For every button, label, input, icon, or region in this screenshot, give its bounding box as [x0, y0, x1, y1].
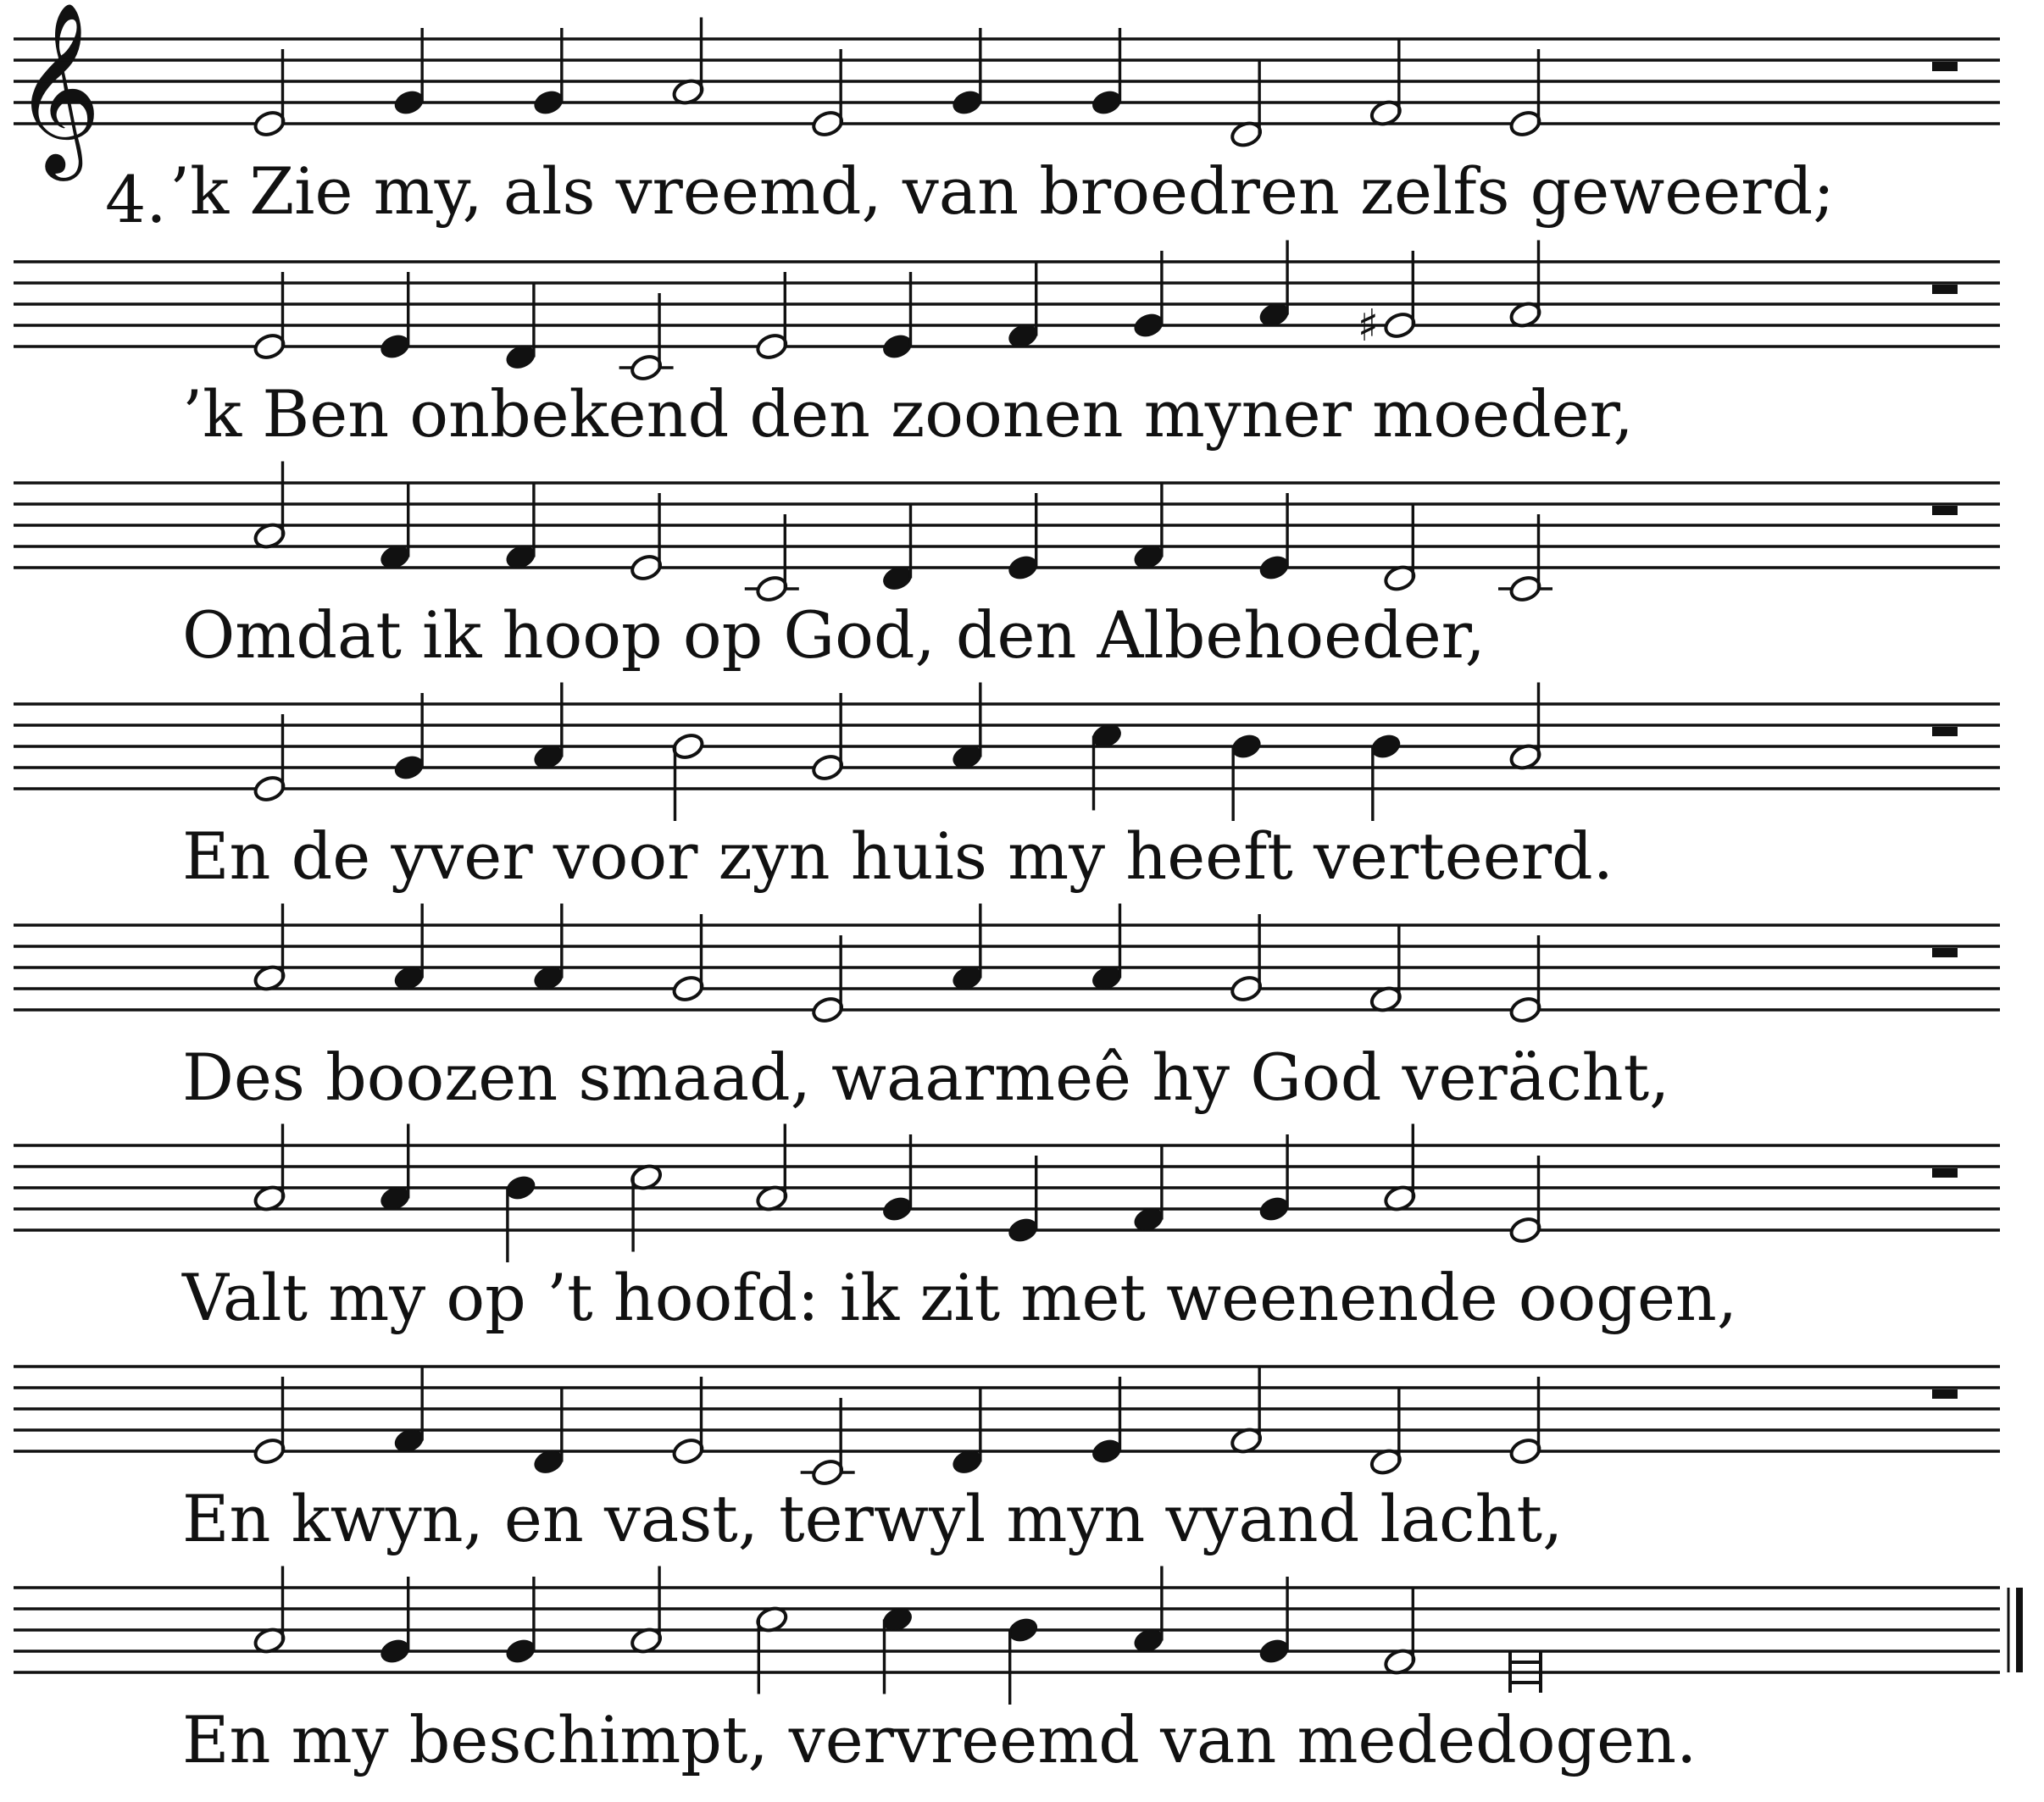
staff-system — [14, 1566, 2019, 1778]
note-quarter — [880, 504, 915, 593]
note-quarter — [1090, 28, 1125, 117]
note-half — [1383, 1588, 1418, 1677]
note-half — [629, 293, 664, 382]
note-quarter — [378, 483, 413, 572]
note-half — [755, 1605, 790, 1694]
note-quarter — [880, 1134, 915, 1223]
half-rest — [1932, 1389, 1958, 1399]
note-half — [253, 1377, 287, 1466]
note-quarter — [1257, 241, 1291, 330]
note-half — [810, 935, 845, 1024]
note-quarter — [880, 1605, 915, 1694]
note-half — [629, 1566, 664, 1655]
note-quarter — [531, 904, 566, 993]
note-quarter — [1131, 483, 1166, 572]
note-half — [1383, 251, 1418, 340]
note-quarter — [1369, 732, 1403, 821]
lyric-line: Valt my op ’t hoofd: ik zit met weenende oogen, — [182, 1260, 1738, 1335]
note-half — [755, 514, 790, 603]
note-quarter — [950, 28, 985, 117]
note-quarter — [503, 1577, 538, 1666]
note-quarter — [1131, 1145, 1166, 1234]
note-quarter — [1090, 904, 1125, 993]
note-quarter — [378, 1577, 413, 1666]
note-half — [253, 714, 287, 803]
note-half — [810, 49, 845, 138]
note-half — [1383, 504, 1418, 593]
half-rest — [1932, 948, 1958, 957]
note-half — [1508, 241, 1543, 330]
note-half — [1369, 1388, 1403, 1477]
staff-system — [14, 683, 2000, 895]
note-quarter — [950, 683, 985, 772]
note-quarter — [378, 1124, 413, 1213]
staff-system — [14, 1124, 2000, 1336]
note-quarter — [392, 1367, 426, 1455]
note-half — [629, 493, 664, 582]
note-half — [671, 1377, 706, 1466]
half-rest — [1932, 285, 1958, 294]
note-half — [671, 914, 706, 1003]
note-quarter — [1090, 1377, 1125, 1466]
note-half — [253, 272, 287, 361]
note-half — [755, 1124, 790, 1213]
note-quarter — [503, 483, 538, 572]
lyric-line: Omdat ik hoop op God, den Albehoeder, — [182, 597, 1486, 673]
staff-system — [14, 1367, 2000, 1557]
note-half — [253, 1566, 287, 1655]
note-half — [253, 904, 287, 993]
note-quarter — [392, 904, 426, 993]
note-breve — [1510, 1652, 1541, 1693]
note-quarter — [1131, 1566, 1166, 1655]
staff-system — [14, 18, 2000, 230]
note-half — [671, 732, 706, 821]
note-half — [253, 462, 287, 551]
lyric-line: ’k Ben onbekend den zoonen myner moeder, — [182, 376, 1634, 452]
note-half — [1508, 1377, 1543, 1466]
note-half — [1229, 914, 1264, 1003]
note-quarter — [392, 693, 426, 782]
note-half — [1383, 1124, 1418, 1213]
note-quarter — [1229, 732, 1264, 821]
treble-clef: 𝄞 — [14, 2, 102, 174]
half-rest — [1932, 62, 1958, 71]
note-quarter — [392, 28, 426, 117]
note-quarter — [378, 272, 413, 361]
note-half — [755, 272, 790, 361]
sharp-accidental: ♯ — [1357, 301, 1379, 352]
note-quarter — [1006, 262, 1041, 351]
note-quarter — [503, 283, 538, 372]
lyric-line: En my beschimpt, vervreemd van mededogen. — [182, 1702, 1697, 1777]
staff-system — [14, 462, 2000, 674]
note-quarter — [531, 683, 566, 772]
lyric-line: En kwyn, en vast, terwyl myn vyand lacht, — [182, 1481, 1564, 1556]
note-quarter — [531, 28, 566, 117]
note-half — [1508, 935, 1543, 1024]
note-half — [253, 49, 287, 138]
note-quarter — [531, 1388, 566, 1477]
note-half — [810, 1398, 845, 1487]
note-quarter — [1257, 493, 1291, 582]
note-quarter — [1090, 721, 1125, 810]
note-quarter — [880, 272, 915, 361]
note-half — [1229, 1367, 1264, 1455]
note-quarter — [1131, 251, 1166, 340]
verse-number: 4. — [105, 162, 167, 237]
note-quarter — [1257, 1577, 1291, 1666]
note-quarter — [503, 1173, 538, 1262]
note-quarter — [950, 1388, 985, 1477]
half-rest — [1932, 727, 1958, 736]
note-half — [629, 1162, 664, 1251]
staff-system — [14, 241, 2000, 452]
note-quarter — [1006, 1156, 1041, 1245]
lyric-line: En de yver voor zyn huis my heeft verteerd. — [182, 818, 1614, 894]
half-rest — [1932, 1168, 1958, 1178]
half-rest — [1932, 506, 1958, 515]
lyric-line: ’k Zie my, als vreemd, van broedren zelfs geweerd; — [169, 153, 1835, 229]
note-quarter — [1257, 1134, 1291, 1223]
note-half — [671, 18, 706, 107]
staff-system — [14, 904, 2000, 1116]
lyric-line: Des boozen smaad, waarmeê hy God verächt, — [182, 1040, 1670, 1115]
note-half — [253, 1124, 287, 1213]
note-half — [1369, 925, 1403, 1014]
note-half — [1508, 514, 1543, 603]
note-half — [1369, 39, 1403, 128]
note-half — [1508, 1156, 1543, 1245]
note-half — [810, 693, 845, 782]
note-quarter — [1006, 493, 1041, 582]
note-quarter — [1006, 1616, 1041, 1705]
note-quarter — [950, 904, 985, 993]
note-half — [1508, 49, 1543, 138]
note-half — [1229, 60, 1264, 149]
note-half — [1508, 683, 1543, 772]
